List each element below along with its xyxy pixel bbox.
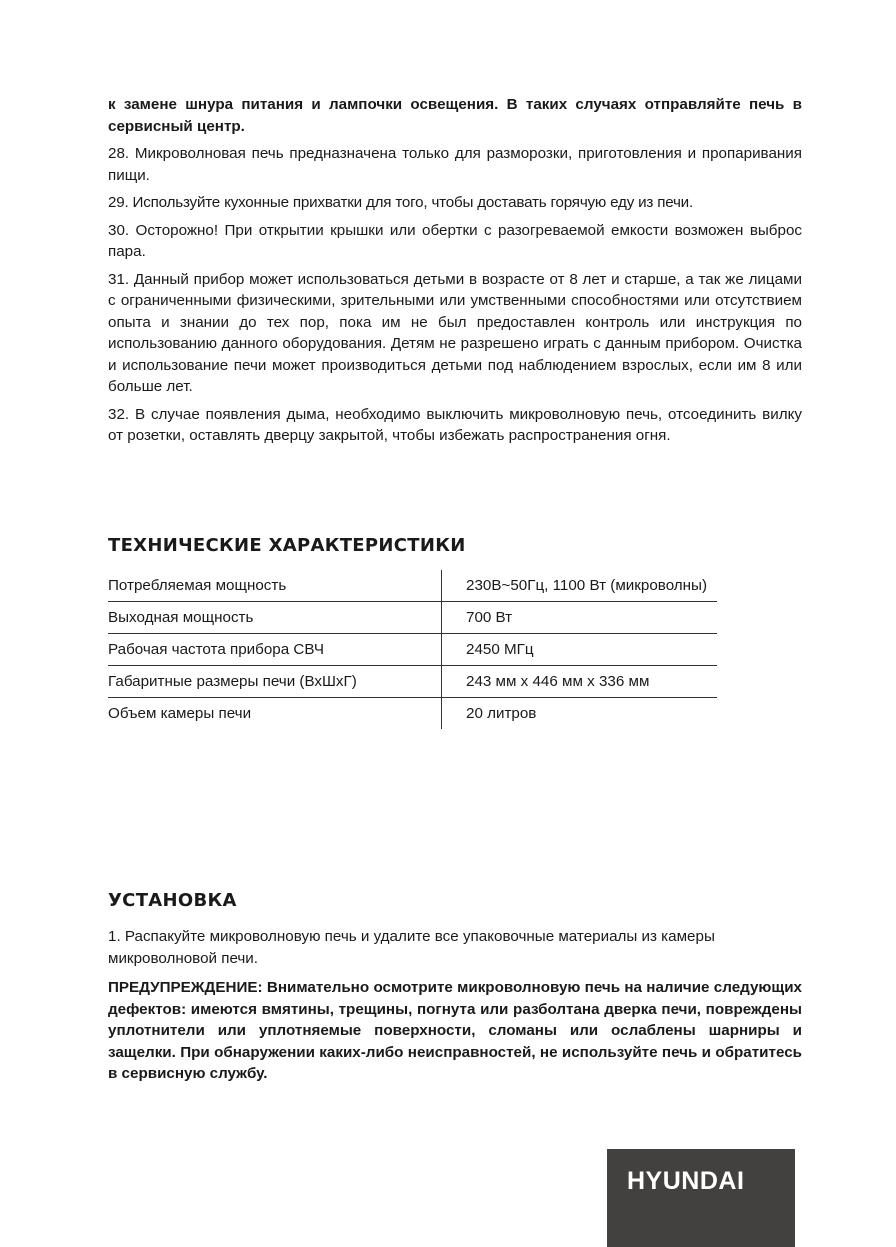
spec-label: Рабочая частота прибора СВЧ xyxy=(108,634,442,666)
safety-item-28: 28. Микроволновая печь предназначена только для разморозки, приготовления и пропаривания пищи. xyxy=(108,145,802,184)
spec-label: Выходная мощность xyxy=(108,602,442,634)
specs-heading: ТЕХНИЧЕСКИЕ ХАРАКТЕРИСТИКИ xyxy=(108,535,466,556)
brand-logo xyxy=(607,1149,795,1247)
safety-item-31: 31. Данный прибор может использоваться детьми в возрасте от 8 лет и старше, а так же лицами с ограниченными физическими, зрительными или умственными способностями или отсутствием опыта и знании до тех пор, пока им не был предоставлен контроль или инструкция по использованию данного оборудования. Детям не разрешено играть с данным прибором. Очистка и использование печи может производиться детьми под наблюдением взрослых, если им 8 или больше лет. xyxy=(108,270,802,395)
spec-value: 230В~50Гц, 1100 Вт (микроволны) xyxy=(442,570,718,602)
install-warning: ПРЕДУПРЕЖДЕНИЕ: Внимательно осмотрите микроволновую печь на наличие следующих дефектов: имеются вмятины, трещины, погнута или разболтана дверка печи, повреждены уплотнители или уплотняемые поверхности, сломаны или ослаблены шарниры и защелки. При обнаружении каких-либо неисправностей, не используйте печь и обратитесь в сервисную службу. xyxy=(108,979,802,1082)
table-row xyxy=(108,602,717,634)
table-row xyxy=(108,666,717,698)
safety-section xyxy=(108,94,802,453)
spec-label: Потребляемая мощность xyxy=(108,570,442,602)
spec-label: Объем камеры печи xyxy=(108,698,442,730)
install-heading: УСТАНОВКА xyxy=(108,890,237,911)
table-row xyxy=(108,570,717,602)
safety-item-29: 29. Используйте кухонные прихватки для того, чтобы доставать горячую еду из печи. xyxy=(108,194,693,211)
spec-value: 2450 МГц xyxy=(442,634,718,666)
table-row xyxy=(108,698,717,730)
spec-value: 243 мм х 446 мм х 336 мм xyxy=(442,666,718,698)
safety-item-30: 30. Осторожно! При открытии крышки или обертки с разогреваемой емкости возможен выброс пара. xyxy=(108,221,802,260)
specs-table xyxy=(108,570,717,729)
install-section xyxy=(108,926,802,1091)
spec-value: 20 литров xyxy=(466,705,537,722)
brand-logo-text: HYUNDAI xyxy=(627,1167,745,1195)
install-step-1: 1. Распакуйте микроволновую печь и удалите все упаковочные материалы из камеры микроволновой печи. xyxy=(108,928,715,967)
safety-intro: к замене шнура питания и лампочки освещения. В таких случаях отправляйте печь в сервисный центр. xyxy=(108,96,802,135)
spec-value: 700 Вт xyxy=(442,602,718,634)
safety-item-32: 32. В случае появления дыма, необходимо выключить микроволновую печь, отсоединить вилку от розетки, оставлять дверцу закрытой, чтобы избежать распространения огня. xyxy=(108,405,802,444)
table-row xyxy=(108,634,717,666)
spec-label: Габаритные размеры печи (ВхШхГ) xyxy=(108,666,442,698)
